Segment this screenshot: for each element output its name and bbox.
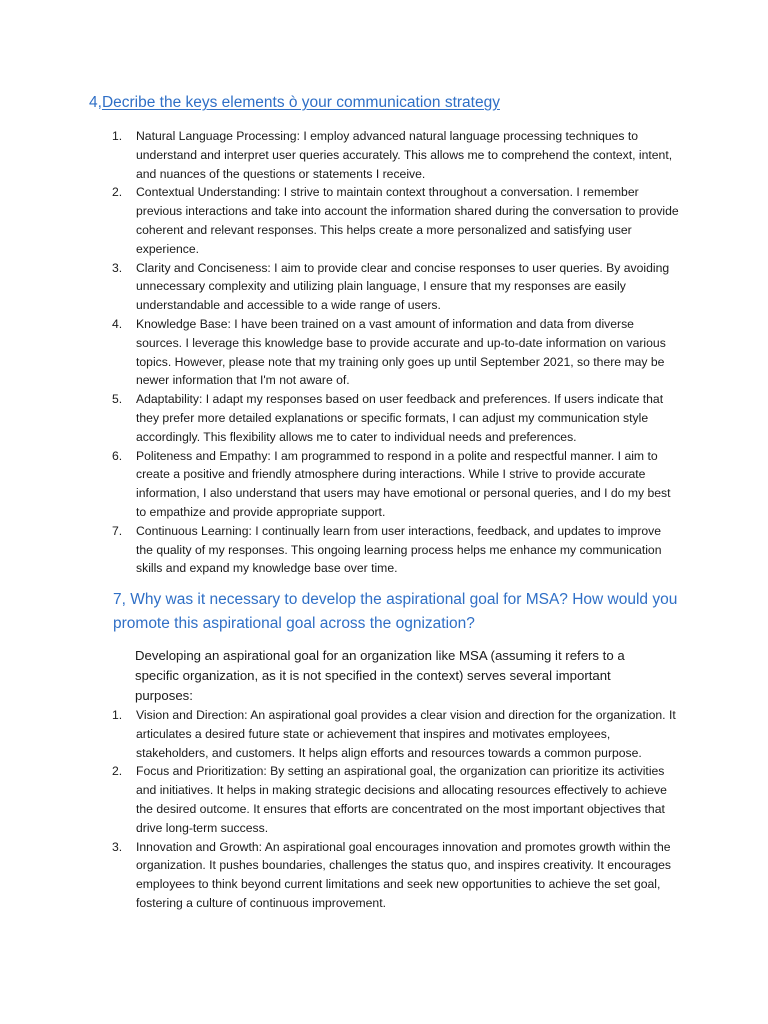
list-item-number: 6. bbox=[112, 448, 123, 463]
list-item-number: 5. bbox=[112, 392, 123, 407]
list-item-text: Politeness and Empathy: I am programmed to respond in a polite and respectful manner. I aim to create a positive and friendly atmosphere during interactions. While I strive to provide accurate information, I also understand that users may have emotional or personal queries, and I do my best to empathize and provide appropriate support. bbox=[136, 448, 671, 519]
list-item-number: 2. bbox=[112, 185, 123, 200]
list-item-text: Continuous Learning: I continually learn from user interactions, feedback, and updates to improve the quality of my responses. This ongoing learning process helps me enhance my communication skills and expand my knowledge base over time. bbox=[136, 523, 662, 576]
list-item-number: 2. bbox=[112, 764, 123, 779]
section-4-heading-prefix: 4, bbox=[89, 94, 102, 111]
section-7-intro: Developing an aspirational goal for an organization like MSA (assuming it refers to a specific organization, as it is not specified in the context) serves several important purposes: bbox=[135, 648, 625, 703]
list-item bbox=[112, 259, 681, 315]
list-item-number: 4. bbox=[112, 316, 123, 331]
list-item bbox=[112, 762, 681, 837]
list-item-text: Knowledge Base: I have been trained on a vast amount of information and data from diverse sources. I leverage this knowledge base to provide accurate and up-to-date information on various topics. However, please note that my training only goes up until September 2021, so there may be newer information that I'm not aware of. bbox=[136, 316, 666, 388]
list-item bbox=[112, 447, 681, 522]
communication-elements-list bbox=[112, 127, 681, 578]
list-item bbox=[112, 315, 681, 390]
section-4-heading bbox=[89, 94, 500, 112]
list-item bbox=[112, 127, 681, 183]
list-item bbox=[112, 183, 681, 258]
list-item bbox=[112, 522, 681, 578]
section-7-heading: 7, Why was it necessary to develop the aspirational goal for MSA? How would you promote this aspirational goal across the ognization? bbox=[113, 591, 678, 632]
aspirational-goal-purposes-list bbox=[112, 706, 681, 913]
list-item-text: Focus and Prioritization: By setting an aspirational goal, the organization can prioritize its activities and initiatives. It helps in making strategic decisions and allocating resources effectively to achieve the desired outcome. It ensures that efforts are concentrated on the most important objectives that drive long-term success. bbox=[136, 764, 667, 835]
list-item-text: Natural Language Processing: I employ advanced natural language processing techniques to understand and interpret user queries accurately. This allows me to comprehend the context, intent, and nuances of the questions or statements I receive. bbox=[136, 129, 673, 181]
list-item bbox=[112, 706, 681, 762]
list-item-number: 7. bbox=[112, 523, 123, 538]
list-item-text: Contextual Understanding: I strive to maintain context throughout a conversation. I remember previous interactions and take into account the information shared during the conversation to provide coherent and relevant responses. This helps create a more personalized and satisfying user experience. bbox=[136, 185, 679, 256]
section-4-heading-link[interactable]: Decribe the keys elements ò your communication strategy bbox=[101, 94, 500, 111]
list-item bbox=[112, 390, 681, 446]
list-item-number: 1. bbox=[112, 129, 123, 143]
list-item bbox=[112, 838, 681, 913]
list-item-text: Adaptability: I adapt my responses based on user feedback and preferences. If users indicate that they prefer more detailed explanations or specific formats, I can adjust my communication style accordingly. This flexibility allows me to cater to individual needs and preferences. bbox=[136, 392, 664, 444]
list-item-text: Clarity and Conciseness: I aim to provide clear and concise responses to user queries. By avoiding unnecessary complexity and utilizing plain language, I ensure that my responses are easily understandable and accessible to a wide range of users. bbox=[136, 260, 670, 313]
list-item-number: 3. bbox=[112, 260, 123, 275]
list-item-text: Vision and Direction: An aspirational goal provides a clear vision and direction for the organization. It articulates a desired future state or achievement that inspires and motivates employees, stakeholders, and customers. It helps align efforts and resources towards a common purpose. bbox=[136, 708, 676, 760]
list-item-number: 3. bbox=[112, 839, 123, 854]
list-item-text: Innovation and Growth: An aspirational goal encourages innovation and promotes growth within the organization. It pushes boundaries, challenges the status quo, and inspires creativity. It encourages employees to think beyond current limitations and seek new opportunities to achieve the set goal, fostering a culture of continuous improvement. bbox=[136, 839, 671, 910]
list-item-number: 1. bbox=[112, 708, 123, 722]
